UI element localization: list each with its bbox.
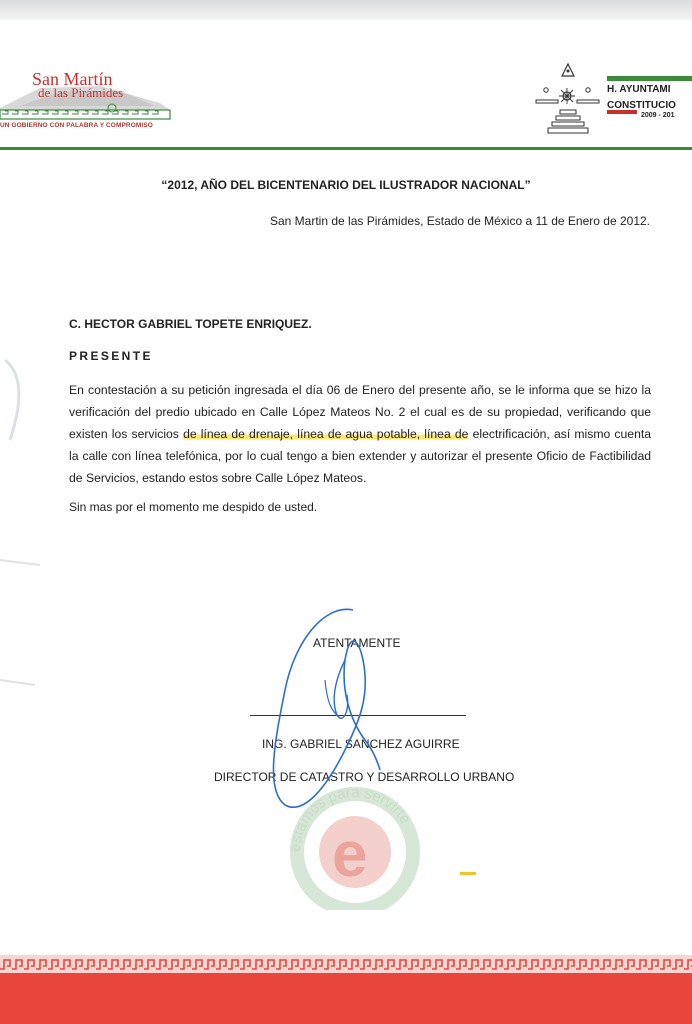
place-date: San Martin de las Pirámides, Estado de México a 11 de Enero de 2012. xyxy=(270,214,650,228)
logo-title: San Martín xyxy=(32,69,113,89)
footer-greek-key-band xyxy=(0,955,692,1024)
body-text-part2: electrificación, así mismo cuenta la calle con línea telefónica, por lo cual tengo a bien extender y autorizar el presente Oficio de Factibilidad de Servicios, estando estos sobre Calle López Mateos. xyxy=(69,427,652,485)
ayuntamiento-line2: CONSTITUCIO xyxy=(607,100,676,111)
viewer-top-bar xyxy=(0,0,692,20)
logo-subtitle: de las Pirámides xyxy=(38,85,124,100)
stamp-ring-text: estamos para servirte xyxy=(286,783,414,853)
body-text-part1: En contestación a su petición ingresada el día 06 de Enero del presente año, se le informa que se hizo la verificación del predio ubicado en Calle López Mateos No. 2 el cual es de su propiedad, verificando que existen los servicios xyxy=(69,383,651,441)
ayuntamiento-period: 2009 - 201 xyxy=(641,112,675,119)
highlighter-mark xyxy=(460,872,476,875)
salutation: PRESENTE xyxy=(69,349,153,363)
stamp-letter: e xyxy=(332,818,368,890)
handwritten-signature xyxy=(255,600,395,815)
highlighted-text: de línea de drenaje, línea de agua potable, línea de xyxy=(183,427,469,441)
signer-title: DIRECTOR DE CATASTRO Y DESARROLLO URBANO xyxy=(214,770,515,784)
signer-name: ING. GABRIEL SANCHEZ AGUIRRE xyxy=(262,737,460,751)
addressee: C. HECTOR GABRIEL TOPETE ENRIQUEZ. xyxy=(69,317,312,331)
valediction: ATENTAMENTE xyxy=(313,636,401,650)
body-paragraph xyxy=(69,379,651,489)
header-divider xyxy=(0,147,692,150)
ayuntamiento-line1: H. AYUNTAMI xyxy=(607,84,671,95)
document-motto: “2012, AÑO DEL BICENTENARIO DEL ILUSTRADOR NACIONAL” xyxy=(161,178,531,192)
closing-line: Sin mas por el momento me despido de usted. xyxy=(69,500,318,514)
bleed-through-marks xyxy=(0,260,60,860)
logo-slogan: UN GOBIERNO CON PALABRA Y COMPROMISO xyxy=(0,122,153,129)
